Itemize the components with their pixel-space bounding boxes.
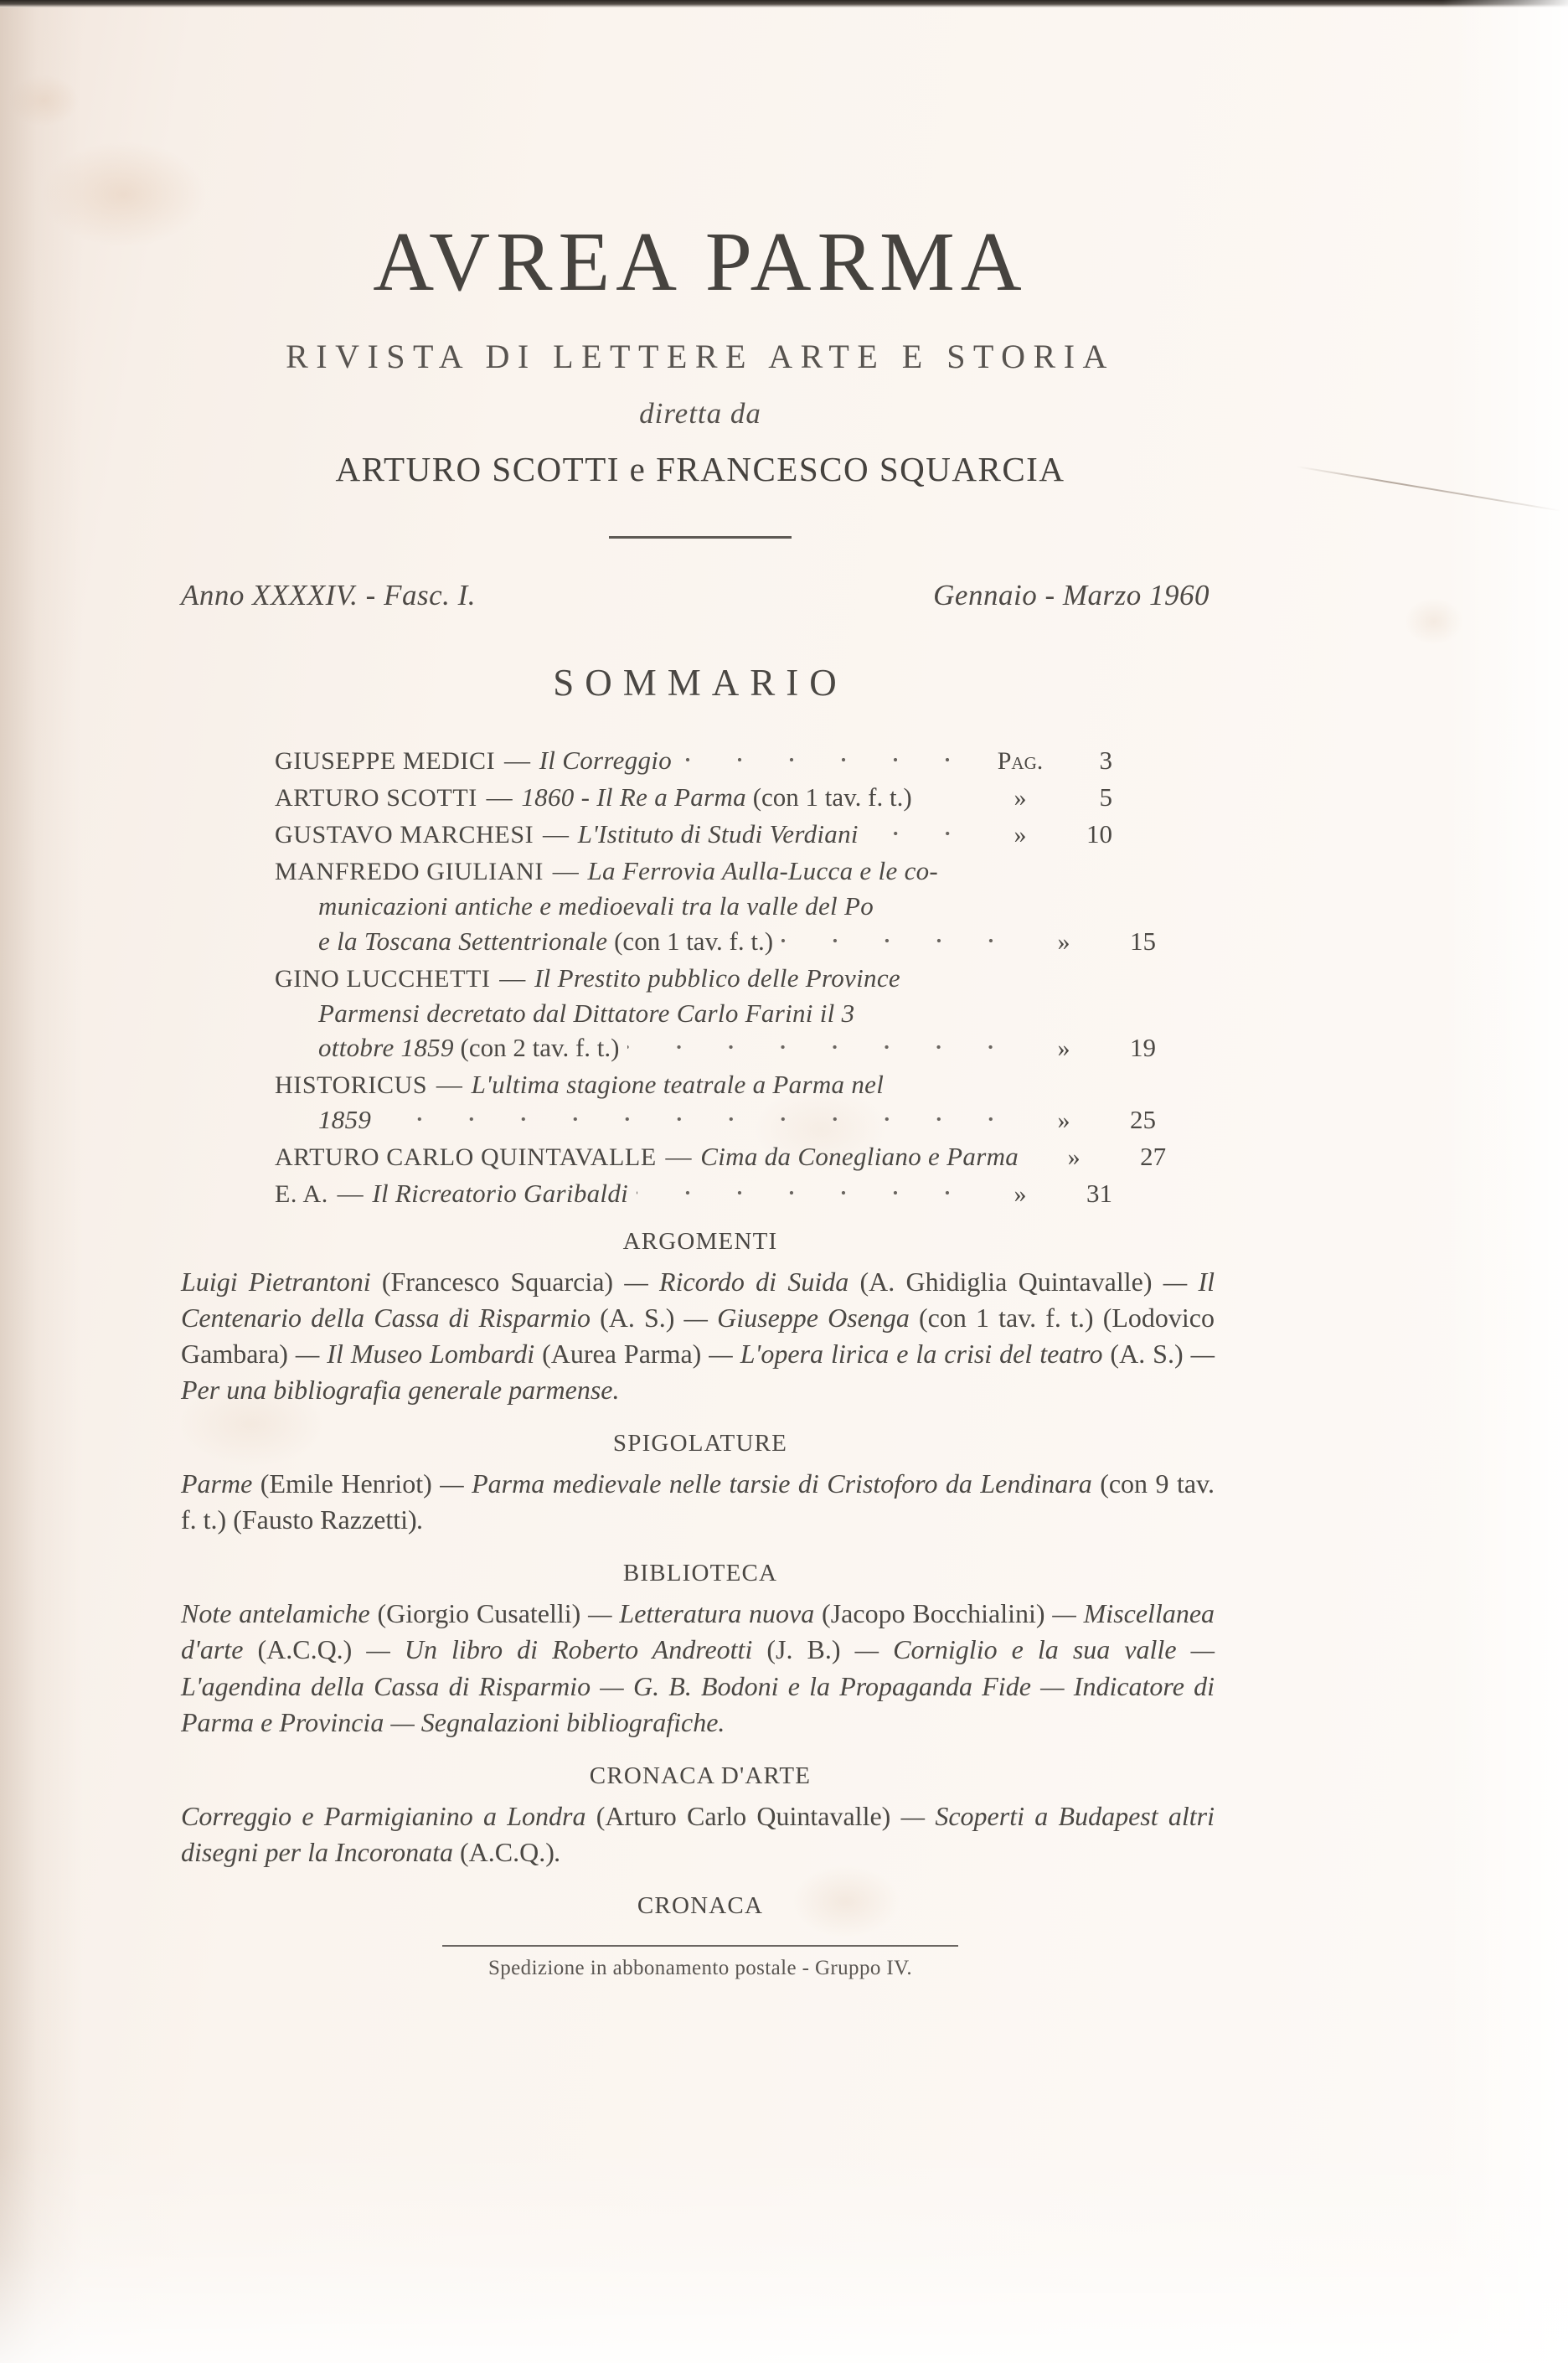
toc-dash: —: [498, 746, 537, 775]
attribution: (Arturo Carlo Quintavalle): [596, 1800, 891, 1831]
postal-note: Spedizione in abbonamento postale - Gruppo IV.: [487, 1956, 913, 1979]
issue-volume: Anno XXXXIV. - Fasc. I.: [181, 579, 477, 611]
section-body: [181, 1264, 1220, 1408]
toc-line: [275, 817, 1112, 852]
toc-text: [318, 1030, 619, 1065]
scan-bottom-edge: [0, 2145, 1568, 2363]
work-title: Luigi Pietrantoni: [181, 1267, 382, 1298]
attribution: (Fausto Razzetti): [233, 1504, 417, 1535]
attribution: (Emile Henriot): [260, 1468, 432, 1499]
toc-dash: —: [330, 1179, 370, 1209]
toc-text: [275, 854, 938, 889]
toc-title: Il Correggio: [539, 746, 672, 775]
toc-title: Parmensi decretato dal Dittatore Carlo Farini il 3: [318, 998, 855, 1028]
toc-entry: [275, 1176, 1112, 1211]
toc-dash: —: [493, 962, 533, 993]
toc-line: [275, 996, 1156, 1030]
toc-text: [275, 780, 912, 815]
toc-entry: [275, 780, 1112, 815]
section-heading: CRONACA: [637, 1891, 764, 1919]
work-title: — Per una bibliografia generale parmense.: [181, 1339, 1215, 1406]
toc-line: [275, 743, 1112, 778]
toc-title: ottobre 1859: [318, 1033, 454, 1063]
attribution: (A.C.Q.): [257, 1634, 353, 1665]
toc-dash: —: [658, 1142, 699, 1172]
printed-sheet: [181, 0, 1220, 1980]
toc-page-mark: »: [1014, 821, 1027, 849]
toc-title: Il Ricreatorio Garibaldi: [372, 1179, 629, 1209]
work-title: — Miscellanea d'arte: [181, 1598, 1215, 1665]
toc-entry: [275, 743, 1112, 778]
toc-title: Il Prestito pubblico delle Province: [534, 962, 900, 993]
toc-line: [275, 1176, 1112, 1211]
toc-page-mark: »: [1057, 927, 1070, 956]
toc-author: ARTURO SCOTTI: [275, 784, 477, 813]
toc-dash: —: [430, 1070, 469, 1100]
toc-dot-leader: [921, 792, 973, 801]
work-title: .: [554, 1836, 561, 1867]
section-heading: BIBLIOTECA: [622, 1560, 778, 1587]
editors-names: ARTURO SCOTTI e FRANCESCO SQUARCIA: [335, 450, 1065, 488]
attribution: (Jacopo Bocchialini): [822, 1598, 1045, 1629]
toc-title: L'ultima stagione teatrale a Parma nel: [471, 1070, 885, 1100]
toc-page-number: 25: [1130, 1105, 1156, 1135]
toc-text: [275, 1176, 628, 1211]
toc-dot-leader: [882, 901, 1017, 910]
toc-title: Cima da Conegliano e Parma: [700, 1142, 1019, 1172]
toc-line: [275, 854, 1112, 889]
toc-dot-leader: [379, 1115, 1017, 1123]
attribution: (A.C.Q.): [460, 1836, 554, 1867]
toc-plate-note: (con 1 tav. f. t.): [745, 782, 912, 813]
contents-heading: SOMMARIO: [553, 662, 848, 704]
toc-dot-leader: [909, 973, 973, 982]
toc-text: [318, 889, 874, 923]
toc-author: HISTORICUS: [275, 1071, 428, 1100]
section-heading: CRONACA D'ARTE: [589, 1762, 812, 1789]
toc-dot-leader: [680, 756, 973, 764]
toc-title: municazioni antiche e medioevali tra la valle del Po: [318, 891, 874, 921]
work-title: — Ricordo di Suida: [613, 1267, 860, 1298]
toc-author: GUSTAVO MARCHESI: [275, 821, 534, 849]
toc-entry: [275, 854, 1156, 958]
scan-right-edge: [1442, 0, 1568, 2363]
toc-text: [275, 743, 672, 778]
toc-text: [318, 1102, 371, 1137]
toc-line: [275, 1067, 1112, 1102]
toc-dot-leader: [892, 1080, 973, 1088]
toc-page-number: 19: [1130, 1033, 1156, 1063]
attribution: (con 9 tav. f. t.): [181, 1468, 1215, 1535]
toc-dash: —: [479, 782, 519, 813]
toc-text: [275, 961, 900, 996]
toc-author: GIUSEPPE MEDICI: [275, 747, 496, 775]
work-title: — Un libro di Roberto Andreotti: [352, 1634, 767, 1665]
toc-text: [318, 924, 773, 958]
toc-page-number: 15: [1130, 926, 1156, 956]
attribution: (Giorgio Cusatelli): [377, 1598, 581, 1629]
issue-line: [181, 579, 1220, 612]
toc-title: L'Istituto di Studi Verdiani: [577, 819, 859, 849]
toc-line: [275, 1030, 1156, 1065]
attribution: (Francesco Squarcia): [381, 1267, 614, 1298]
toc-author: ARTURO CARLO QUINTAVALLE: [275, 1143, 657, 1172]
section-heading: SPIGOLATURE: [612, 1430, 788, 1458]
toc-plate-note: (con 2 tav. f. t.): [453, 1033, 620, 1063]
toc-page-mark: »: [1067, 1143, 1081, 1172]
sections-container: [181, 1228, 1220, 1919]
toc-line: [275, 961, 1112, 996]
toc-dash: —: [546, 856, 585, 886]
toc-page-mark: »: [1057, 1107, 1070, 1135]
toc-text: [275, 1067, 884, 1102]
toc-page-number: 3: [1099, 746, 1112, 775]
toc-page-mark: »: [1057, 1034, 1070, 1063]
work-title: — Parma medievale nelle tarsie di Cristoforo da Lendinara: [431, 1468, 1101, 1499]
toc-page-number: 10: [1086, 819, 1112, 849]
toc-dash: —: [536, 819, 575, 849]
section-body: [181, 1466, 1220, 1538]
scan-left-gutter: [0, 8, 82, 2363]
toc-author: E. A.: [275, 1180, 328, 1209]
toc-text: [275, 1139, 1019, 1174]
attribution: (A. S.): [1110, 1339, 1184, 1370]
toc-entry: [275, 817, 1112, 852]
toc-line: [275, 889, 1156, 923]
toc-dot-leader: [637, 1189, 973, 1197]
toc-dot-leader: [627, 1043, 1017, 1051]
attribution: (J. B.): [766, 1634, 841, 1665]
toc-line: [275, 1139, 1167, 1174]
toc-line: [275, 924, 1156, 959]
attribution: (A. S.): [600, 1303, 675, 1334]
section-body: [181, 1798, 1220, 1870]
issue-date: Gennaio - Marzo 1960: [933, 579, 1210, 611]
toc-page-mark: Pag.: [997, 747, 1044, 775]
toc-dot-leader: [781, 936, 1017, 945]
toc-line: [275, 1102, 1156, 1138]
toc-dot-leader: [863, 1009, 1017, 1017]
work-title: [1094, 1303, 1103, 1333]
toc-entry: [275, 1139, 1167, 1174]
toc-author: MANFREDO GIULIANI: [275, 858, 544, 886]
work-title: — L'opera lirica e la crisi del teatro: [701, 1339, 1111, 1370]
toc-page-mark: »: [1014, 784, 1027, 813]
toc-entry: [275, 1067, 1156, 1138]
table-of-contents: [181, 743, 1167, 1211]
work-title: — Corniglio e la sua valle — L'agendina della Cassa di Risparmio — G. B. Bodoni e la Propaganda Fide — Indicatore di Parma e Provincia — Segnalazioni bibliografiche.: [181, 1634, 1215, 1737]
toc-title: 1859: [318, 1105, 372, 1135]
work-title: — Il Centenario della Cassa di Risparmio: [181, 1267, 1215, 1334]
toc-title: La Ferrovia Aulla-Lucca e le co-: [587, 856, 939, 886]
work-title: Parme: [181, 1468, 260, 1499]
section-heading: ARGOMENTI: [622, 1228, 778, 1256]
toc-line: [275, 780, 1112, 815]
toc-page-number: 5: [1099, 782, 1112, 813]
work-title: — Scoperti a Budapest altri disegni per la Incoronata: [181, 1800, 1215, 1867]
toc-author: GINO LUCCHETTI: [275, 964, 491, 993]
work-title: [226, 1504, 233, 1535]
attribution: (Aurea Parma): [542, 1339, 702, 1370]
toc-dot-leader: [946, 866, 973, 875]
footer-divider: [442, 1945, 958, 1947]
work-title: — Giuseppe Osenga: [674, 1303, 919, 1334]
toc-dot-leader: [867, 829, 973, 838]
section-body: [181, 1596, 1220, 1740]
attribution: (con 1 tav. f. t.): [919, 1303, 1094, 1334]
journal-title: AVREA PARMA: [373, 214, 1028, 308]
work-title: — Letteratura nuova: [580, 1598, 823, 1629]
attribution: (Lodovico Gambara): [181, 1303, 1215, 1370]
toc-entry: [275, 961, 1156, 1065]
toc-text: [275, 817, 859, 852]
masthead-divider: [609, 536, 792, 539]
toc-page-mark: »: [1014, 1180, 1027, 1209]
work-title: Note antelamiche: [181, 1598, 378, 1629]
edited-by-label: diretta da: [639, 397, 761, 430]
journal-subtitle: RIVISTA DI LETTERE ARTE E STORIA: [286, 338, 1115, 375]
attribution: (A. Ghidiglia Quintavalle): [859, 1267, 1153, 1298]
toc-text: [318, 996, 854, 1030]
work-title: Correggio e Parmigianino a Londra: [181, 1800, 596, 1831]
toc-title: 1860 - Il Re a Parma: [521, 782, 746, 813]
work-title: — Il Museo Lombardi: [287, 1339, 543, 1370]
toc-page-number: 31: [1086, 1179, 1112, 1209]
toc-page-number: 27: [1140, 1142, 1167, 1172]
work-title: .: [416, 1504, 424, 1535]
toc-plate-note: (con 1 tav. f. t.): [607, 926, 774, 956]
toc-title: e la Toscana Settentrionale: [318, 926, 608, 956]
